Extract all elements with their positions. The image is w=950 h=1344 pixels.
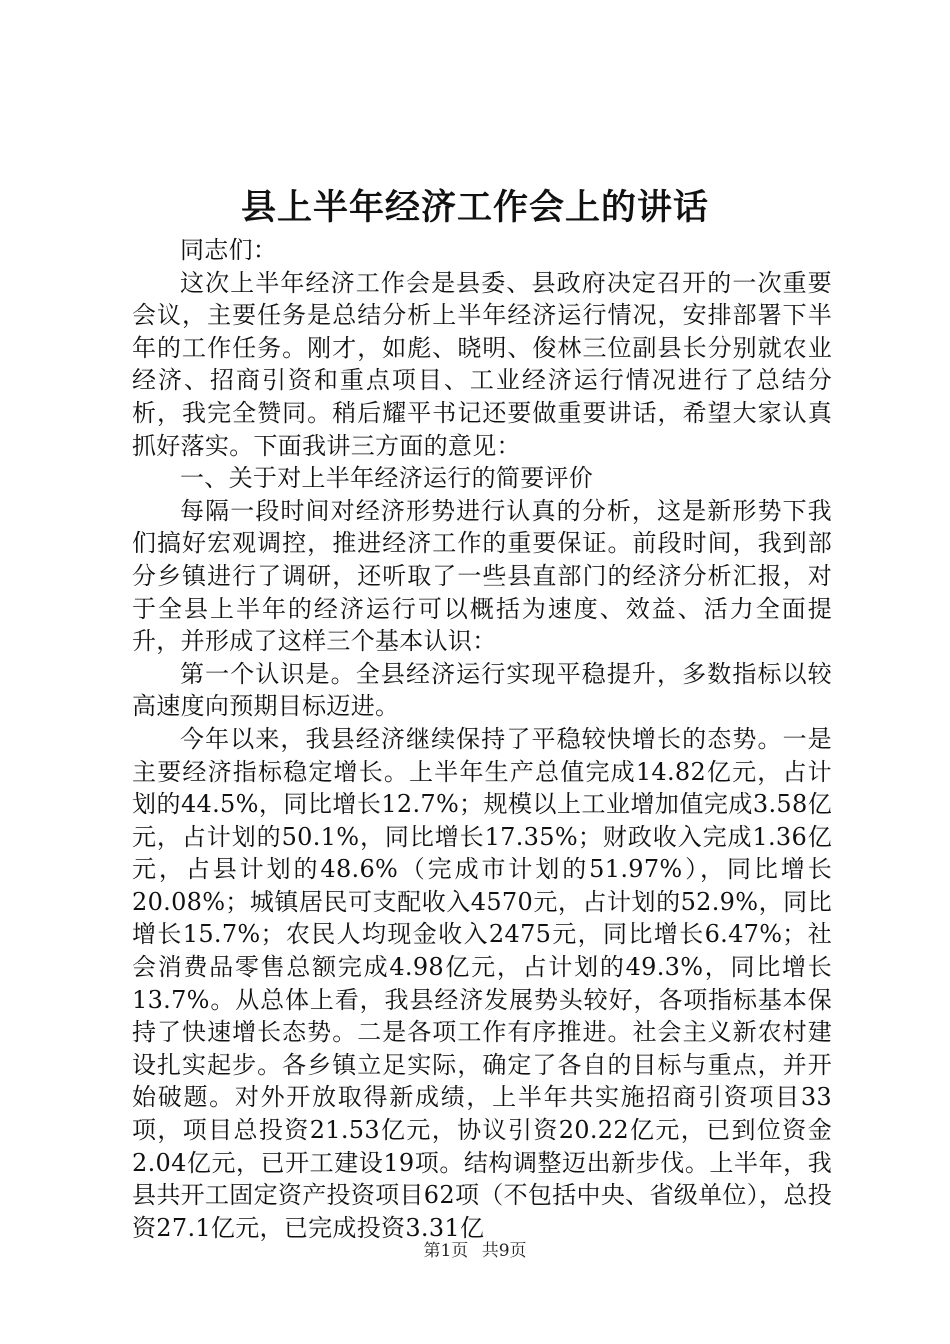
body-paragraph: 第一个认识是。全县经济运行实现平稳提升，多数指标以较高速度向预期目标迈进。 [132, 659, 832, 721]
intro-paragraph: 这次上半年经济工作会是县委、县政府决定召开的一次重要会议，主要任务是总结分析上半年经济运行情况，安排部署下半年的工作任务。刚才，如彪、晓明、俊林三位副县长分别就农业经济、招商引资和重点项目、工业经济运行情况进行了总结分析，我完全赞同。稍后耀平书记还要做重要讲话，希望大家认真抓好落实。下面我讲三方面的意见： [132, 268, 832, 460]
section-heading: 一、关于对上半年经济运行的简要评价 [180, 464, 594, 493]
page-total: 共9页 [481, 1241, 527, 1261]
body-paragraph: 今年以来，我县经济继续保持了平稳较快增长的态势。一是主要经济指标稳定增长。上半年生产总值完成14.82亿元，占计划的44.5%，同比增长12.7%；规模以上工业增加值完成3.58亿元，占计划的50.1%，同比增长17.35%；财政收入完成1.36亿元，占县计划的48.6%（完成市计划的51.97%），同比增长20.08%；城镇居民可支配收入4570元，占计划的52.9%，同比增长15.7%；农民人均现金收入2475元，同比增长6.47%；社会消费品零售总额完成4.98亿元，占计划的49.3%，同比增长13.7%。从总体上看，我县经济发展势头较好，各项指标基本保持了快速增长态势。二是各项工作有序推进。社会主义新农村建设扎实起步。各乡镇立足实际，确定了各自的目标与重点，并开始破题。对外开放取得新成绩，上半年共实施招商引资项目33项，项目总投资21.53亿元，协议引资20.22亿元，已到位资金2.04亿元，已开工建设19项。结构调整迈出新步伐。上半年，我县共开工固定资产投资项目62项（不包括中央、省级单位），总投资27.1亿元，已完成投资3.31亿 [132, 724, 832, 1242]
page-number: 第1页 [423, 1241, 469, 1261]
salutation-paragraph: 同志们： [180, 236, 278, 264]
page-footer [0, 1239, 950, 1263]
document-body [132, 234, 832, 1244]
document-title: 县上半年经济工作会上的讲话 [240, 187, 709, 228]
body-paragraph: 每隔一段时间对经济形势进行认真的分析，这是新形势下我们搞好宏观调控，推进经济工作的重要保证。前段时间，我到部分乡镇进行了调研，还听取了一些县直部门的经济分析汇报，对于全县上半年的经济运行可以概括为速度、效益、活力全面提升，并形成了这样三个基本认识： [132, 496, 832, 656]
